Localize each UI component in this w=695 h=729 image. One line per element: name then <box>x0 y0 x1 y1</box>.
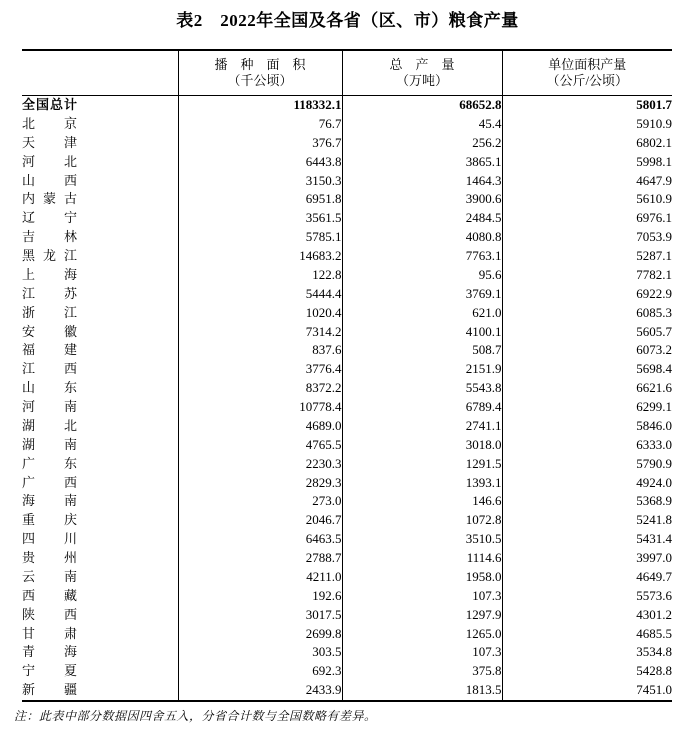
table-note: 注：此表中部分数据因四舍五入，分省合计数与全国数略有差异。 <box>14 709 377 723</box>
total-output-value: 1265.0 <box>342 625 502 644</box>
province-name: 陕西 <box>22 606 77 622</box>
province-name: 贵州 <box>22 550 77 565</box>
total-output-value: 3018.0 <box>342 436 502 455</box>
table-row <box>22 568 672 587</box>
table-row <box>22 172 672 191</box>
yield-value: 6299.1 <box>502 398 672 417</box>
province-name: 山东 <box>22 380 77 396</box>
sown-area-value: 7314.2 <box>178 323 342 342</box>
yield-value: 7053.9 <box>502 228 672 247</box>
yield-value: 6621.6 <box>502 379 672 398</box>
total-output-value: 4080.8 <box>342 228 502 247</box>
yield-value: 4649.7 <box>502 568 672 587</box>
sown-area-value: 4765.5 <box>178 436 342 455</box>
table-row <box>22 134 672 153</box>
sown-area-value: 692.3 <box>178 662 342 681</box>
table-row <box>22 285 672 304</box>
yield-value: 4647.9 <box>502 172 672 191</box>
province-name: 河北 <box>22 153 77 169</box>
table-row <box>22 606 672 625</box>
yield-column-header <box>502 50 672 96</box>
province-name: 青海 <box>22 644 77 660</box>
yield-value: 5610.9 <box>502 190 672 209</box>
total-output-value: 1114.6 <box>342 549 502 568</box>
sown-area-value: 273.0 <box>178 492 342 511</box>
total-output-value: 3865.1 <box>342 153 502 172</box>
grain-production-table <box>22 49 672 702</box>
total-output-value: 1958.0 <box>342 568 502 587</box>
sown-area-value: 3561.5 <box>178 209 342 228</box>
sown-area-value: 118332.1 <box>178 96 342 115</box>
yield-value: 5368.9 <box>502 492 672 511</box>
table-body <box>22 96 672 702</box>
yield-value: 5241.8 <box>502 511 672 530</box>
sown-area-value: 10778.4 <box>178 398 342 417</box>
yield-value: 5998.1 <box>502 153 672 172</box>
yield-value: 7451.0 <box>502 681 672 701</box>
header-row <box>22 50 672 96</box>
sown-area-value: 8372.2 <box>178 379 342 398</box>
total-output-value: 1393.1 <box>342 474 502 493</box>
yield-header-title: 单位面积产量 <box>548 57 627 72</box>
yield-value: 5801.7 <box>502 96 672 115</box>
yield-value: 6922.9 <box>502 285 672 304</box>
table-row <box>22 549 672 568</box>
sown-area-value: 2788.7 <box>178 549 342 568</box>
total-output-value: 95.6 <box>342 266 502 285</box>
total-output-value: 7763.1 <box>342 247 502 266</box>
sown-area-value: 303.5 <box>178 643 342 662</box>
province-name: 湖南 <box>22 436 77 452</box>
province-name: 黑龙江 <box>22 248 77 263</box>
total-output-header-unit: （万吨） <box>395 73 448 88</box>
yield-value: 6802.1 <box>502 134 672 153</box>
table-row <box>22 511 672 530</box>
province-name: 内蒙古 <box>22 191 77 207</box>
province-name: 全国总计 <box>22 97 77 112</box>
yield-value: 4924.0 <box>502 474 672 493</box>
total-output-value: 1291.5 <box>342 455 502 474</box>
province-name: 云南 <box>22 568 77 584</box>
table-row <box>22 209 672 228</box>
yield-value: 3534.8 <box>502 643 672 662</box>
province-name: 辽宁 <box>22 210 77 226</box>
province-name: 安徽 <box>22 323 77 339</box>
total-output-value: 6789.4 <box>342 398 502 417</box>
total-output-value: 256.2 <box>342 134 502 153</box>
total-output-header-title: 总 产 量 <box>389 57 455 72</box>
yield-value: 5846.0 <box>502 417 672 436</box>
province-name: 河南 <box>22 399 77 414</box>
sown-area-header-unit: （千公顷） <box>227 73 293 88</box>
yield-value: 6073.2 <box>502 341 672 360</box>
province-name: 江西 <box>22 361 77 377</box>
sown-area-value: 3017.5 <box>178 606 342 625</box>
table-row <box>22 681 672 701</box>
yield-value: 5790.9 <box>502 455 672 474</box>
yield-value: 6333.0 <box>502 436 672 455</box>
total-output-value: 3900.6 <box>342 190 502 209</box>
sown-area-value: 837.6 <box>178 341 342 360</box>
yield-value: 6085.3 <box>502 304 672 323</box>
province-name: 甘肃 <box>22 625 77 641</box>
total-output-value: 2484.5 <box>342 209 502 228</box>
yield-value: 5287.1 <box>502 247 672 266</box>
table-row <box>22 530 672 549</box>
table-row <box>22 455 672 474</box>
table-row <box>22 417 672 436</box>
total-output-value: 1072.8 <box>342 511 502 530</box>
sown-area-value: 4689.0 <box>178 417 342 436</box>
province-name: 海南 <box>22 493 77 509</box>
province-name: 西藏 <box>22 587 77 603</box>
total-output-value: 5543.8 <box>342 379 502 398</box>
yield-value: 4685.5 <box>502 625 672 644</box>
table-row <box>22 304 672 323</box>
table-row <box>22 341 672 360</box>
province-name: 新疆 <box>22 682 77 698</box>
table-row <box>22 360 672 379</box>
province-name: 福建 <box>22 342 77 358</box>
province-name: 天津 <box>22 134 77 150</box>
table-row <box>22 587 672 606</box>
province-name: 广东 <box>22 455 77 471</box>
sown-area-value: 2433.9 <box>178 681 342 701</box>
sown-area-value: 6443.8 <box>178 153 342 172</box>
table-row <box>22 436 672 455</box>
total-output-value: 107.3 <box>342 587 502 606</box>
yield-header-unit: （公斤/公顷） <box>546 73 629 88</box>
province-name: 北京 <box>22 115 77 131</box>
table-row <box>22 625 672 644</box>
table-row <box>22 190 672 209</box>
sown-area-value: 76.7 <box>178 115 342 134</box>
sown-area-value: 6463.5 <box>178 530 342 549</box>
province-name: 吉林 <box>22 229 77 245</box>
province-name: 山西 <box>22 172 77 188</box>
table-row <box>22 153 672 172</box>
sown-area-value: 2230.3 <box>178 455 342 474</box>
table-row <box>22 398 672 417</box>
sown-area-value: 1020.4 <box>178 304 342 323</box>
sown-area-value: 2046.7 <box>178 511 342 530</box>
sown-area-value: 2699.8 <box>178 625 342 644</box>
total-output-value: 45.4 <box>342 115 502 134</box>
sown-area-value: 3150.3 <box>178 172 342 191</box>
total-output-value: 2151.9 <box>342 360 502 379</box>
yield-value: 3997.0 <box>502 549 672 568</box>
yield-value: 5910.9 <box>502 115 672 134</box>
province-name: 重庆 <box>22 512 77 528</box>
sown-area-value: 376.7 <box>178 134 342 153</box>
yield-value: 5428.8 <box>502 662 672 681</box>
province-name: 江苏 <box>22 285 77 301</box>
table-row <box>22 266 672 285</box>
sown-area-value: 14683.2 <box>178 247 342 266</box>
sown-area-value: 192.6 <box>178 587 342 606</box>
total-output-column-header <box>342 50 502 96</box>
yield-value: 5573.6 <box>502 587 672 606</box>
total-output-value: 3769.1 <box>342 285 502 304</box>
province-name: 上海 <box>22 266 77 282</box>
province-name: 湖北 <box>22 417 77 433</box>
table-row <box>22 323 672 342</box>
province-name: 宁夏 <box>22 663 77 679</box>
total-output-value: 1464.3 <box>342 172 502 191</box>
sown-area-value: 5444.4 <box>178 285 342 304</box>
province-name: 广西 <box>22 474 77 490</box>
table-row <box>22 247 672 266</box>
table-row <box>22 96 672 115</box>
province-name: 四川 <box>22 531 77 547</box>
yield-value: 5605.7 <box>502 323 672 342</box>
province-column-header <box>22 50 178 96</box>
yield-value: 7782.1 <box>502 266 672 285</box>
table-row <box>22 115 672 134</box>
table-row <box>22 662 672 681</box>
yield-value: 5698.4 <box>502 360 672 379</box>
total-output-value: 3510.5 <box>342 530 502 549</box>
yield-value: 4301.2 <box>502 606 672 625</box>
total-output-value: 1813.5 <box>342 681 502 701</box>
total-output-value: 621.0 <box>342 304 502 323</box>
sown-area-value: 122.8 <box>178 266 342 285</box>
sown-area-column-header <box>178 50 342 96</box>
total-output-value: 4100.1 <box>342 323 502 342</box>
total-output-value: 107.3 <box>342 643 502 662</box>
sown-area-value: 5785.1 <box>178 228 342 247</box>
yield-value: 5431.4 <box>502 530 672 549</box>
page-title: 表2 2022年全国及各省（区、市）粮食产量 <box>176 11 519 30</box>
total-output-value: 508.7 <box>342 341 502 360</box>
total-output-value: 375.8 <box>342 662 502 681</box>
sown-area-value: 3776.4 <box>178 360 342 379</box>
sown-area-value: 4211.0 <box>178 568 342 587</box>
table-row <box>22 492 672 511</box>
table-row <box>22 643 672 662</box>
total-output-value: 2741.1 <box>342 417 502 436</box>
sown-area-value: 6951.8 <box>178 190 342 209</box>
total-output-value: 146.6 <box>342 492 502 511</box>
province-name: 浙江 <box>22 304 77 320</box>
table-row <box>22 379 672 398</box>
sown-area-header-title: 播 种 面 积 <box>214 57 306 72</box>
yield-value: 6976.1 <box>502 209 672 228</box>
total-output-value: 1297.9 <box>342 606 502 625</box>
sown-area-value: 2829.3 <box>178 474 342 493</box>
table-row <box>22 474 672 493</box>
total-output-value: 68652.8 <box>342 96 502 115</box>
table-row <box>22 228 672 247</box>
